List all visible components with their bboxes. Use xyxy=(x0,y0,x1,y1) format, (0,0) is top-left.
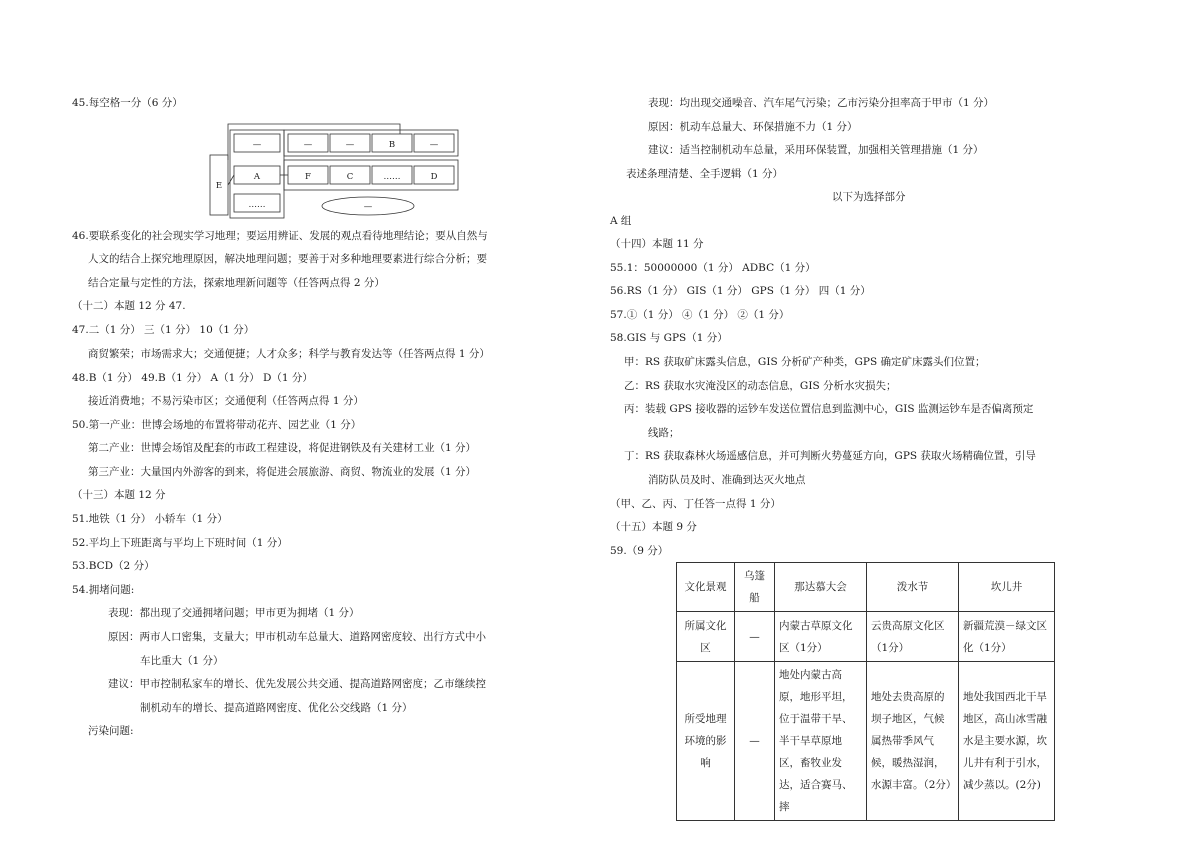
q50-primary: 50.第一产业：世博会场地的布置将带动花卉、园艺业（1 分） xyxy=(72,419,362,431)
q58-bing-line1: 丙：装载 GPS 接收器的运钞车发送位置信息到监测中心，GIS 监测运钞车是否偏离预定 xyxy=(624,403,1034,415)
table-header-cell: 文化景观 xyxy=(677,563,735,612)
table-cell: — xyxy=(735,612,775,662)
q54-cause-line2: 车比重大（1 分） xyxy=(140,655,224,667)
q58-scoring-note: （甲、乙、丙、丁任答一点得 1 分） xyxy=(610,498,781,510)
table-cell: 地处去贵高原的坝子地区，气候属热带季风气候，暖热湿润，水源丰富。（2分） xyxy=(867,662,959,821)
q45-blank-diagram xyxy=(200,120,470,220)
q57: 57.①（1 分） ④（1 分） ②（1 分） xyxy=(610,309,790,321)
q58-bing-line2: 线路； xyxy=(648,427,680,439)
table-row xyxy=(677,662,1055,821)
table-header-cell: 那达慕大会 xyxy=(775,563,867,612)
diagram-blank-5: — xyxy=(429,140,439,150)
q46-line3: 结合定量与定性的方法，探索地理新问题等（任答两点得 2 分） xyxy=(88,277,385,289)
q54-pollution-header: 污染问题: xyxy=(88,725,134,737)
q54-manifestation: 表现：都出现了交通拥堵问题；甲市更为拥堵（1 分） xyxy=(108,607,360,619)
table-cell: 新疆荒漠－绿文区化（1分） xyxy=(959,612,1055,662)
diagram-blank-2: …… xyxy=(248,200,266,210)
diagram-label-e: E xyxy=(215,181,223,191)
row-label-geo-influence: 所受地理环境的影响 xyxy=(677,662,735,821)
q52: 52.平均上下班距离与平均上下班时间（1 分） xyxy=(72,537,288,549)
table-cell: 地处内蒙古高原，地形平坦，位于温带干旱、半干旱草原地区，畜牧业发达，适合赛马、摔 xyxy=(775,662,867,821)
q45-header: 45.每空格一分（6 分） xyxy=(72,97,183,109)
expression-note: 表述条理清楚、全手逻辑（1 分） xyxy=(626,168,784,180)
q58-yi: 乙：RS 获取水灾淹没区的动态信息，GIS 分析水灾损失； xyxy=(624,380,897,392)
pollution-suggestion: 建议：适当控制机动车总量，采用环保装置，加强相关管理措施（1 分） xyxy=(648,144,984,156)
table-cell: 内蒙古草原文化区（1分） xyxy=(775,612,867,662)
section-13-header: （十三）本题 12 分 xyxy=(72,489,166,501)
q51: 51.地铁（1 分） 小轿车（1 分） xyxy=(72,513,228,525)
q59-header: 59.（9 分） xyxy=(610,545,669,557)
pollution-cause: 原因：机动车总量大、环保措施不力（1 分） xyxy=(648,121,858,133)
q50-tertiary: 第三产业：大量国内外游客的到来，将促进会展旅游、商贸、物流业的发展（1 分） xyxy=(88,466,477,478)
q46-line1: 46.要联系变化的社会现实学习地理；要运用辨证、发展的观点看待地理结论；要从自然与 xyxy=(72,230,488,242)
q54-cause-line1: 原因：两市人口密集，支量大；甲市机动车总量大、道路网密度较、出行方式中小 xyxy=(108,631,486,643)
diagram-blank-7: — xyxy=(363,202,373,212)
table-cell: — xyxy=(735,662,775,821)
q53: 53.BCD（2 分） xyxy=(72,560,155,572)
diagram-label-f: F xyxy=(305,172,311,182)
q49-detail: 接近消费地；不易污染市区；交通便利（任答两点得 1 分） xyxy=(88,395,364,407)
q55: 55.1：50000000（1 分） ADBC（1 分） xyxy=(610,262,816,274)
q59-answer-table xyxy=(676,562,1055,821)
table-cell: 地处我国西北干旱地区，高山冰雪融水是主要水源，坎儿井有利于引水，减少蒸以。(2分) xyxy=(959,662,1055,821)
section-15-header: （十五）本题 9 分 xyxy=(610,521,697,533)
section-14-header: （十四）本题 11 分 xyxy=(610,238,704,250)
q48-q49: 48.B（1 分） 49.B（1 分） A（1 分） D（1 分） xyxy=(72,372,313,384)
diagram-blank-1: — xyxy=(252,140,262,150)
elective-header: 以下为选择部分 xyxy=(832,191,906,203)
pollution-manifestation: 表现：均出现交通噪音、汽车尾气污染；乙市污染分担率高于甲市（1 分） xyxy=(648,97,995,109)
q47: 47.二（1 分） 三（1 分） 10（1 分） xyxy=(72,324,255,336)
table-cell: 云贵高原文化区（1分） xyxy=(867,612,959,662)
q58: 58.GIS 与 GPS（1 分） xyxy=(610,332,728,344)
q54-suggestion-line1: 建议：甲市控制私家车的增长、优先发展公共交通、提高道路网密度；乙市继续控 xyxy=(108,678,486,690)
diagram-label-d: D xyxy=(430,172,438,182)
row-label-culture-region: 所属文化区 xyxy=(677,612,735,662)
table-header-cell: 泼水节 xyxy=(867,563,959,612)
q46-line2: 人文的结合上探究地理原因，解决地理问题；要善于对多种地理要素进行综合分析；要 xyxy=(88,253,487,265)
q54-suggestion-line2: 制机动车的增长、提高道路网密度、优化公交线路（1 分） xyxy=(140,702,413,714)
diagram-blank-4: — xyxy=(345,140,355,150)
diagram-blank-3: — xyxy=(303,140,313,150)
table-header-cell: 乌篷船 xyxy=(735,563,775,612)
table-header-cell: 坎儿井 xyxy=(959,563,1055,612)
diagram-label-a: A xyxy=(253,172,261,182)
diagram-label-c: C xyxy=(346,172,354,182)
table-header-row xyxy=(677,563,1055,612)
q54-header: 54.拥堵问题: xyxy=(72,584,135,596)
group-a-header: A 组 xyxy=(610,215,632,227)
q47-detail: 商贸繁荣；市场需求大；交通便捷；人才众多；科学与教育发达等（任答两点得 1 分） xyxy=(88,348,490,360)
q58-ding-line1: 丁：RS 获取森林火场遥感信息，并可判断火势蔓延方向，GPS 获取火场精确位置，引导 xyxy=(624,450,1036,462)
q58-jia: 甲：RS 获取矿床露头信息，GIS 分析矿产种类，GPS 确定矿床露头们位置； xyxy=(624,356,986,368)
diagram-blank-6: …… xyxy=(383,172,401,182)
q56: 56.RS（1 分） GIS（1 分） GPS（1 分） 四（1 分） xyxy=(610,285,871,297)
q50-secondary: 第二产业：世博会场馆及配套的市政工程建设，将促进钢铁及有关建材工业（1 分） xyxy=(88,442,477,454)
section-12-header: （十二）本题 12 分 47. xyxy=(72,300,186,312)
table-row xyxy=(677,612,1055,662)
q58-ding-line2: 消防队员及时、准确到达灭火地点 xyxy=(648,474,806,486)
diagram-label-b: B xyxy=(388,140,396,150)
